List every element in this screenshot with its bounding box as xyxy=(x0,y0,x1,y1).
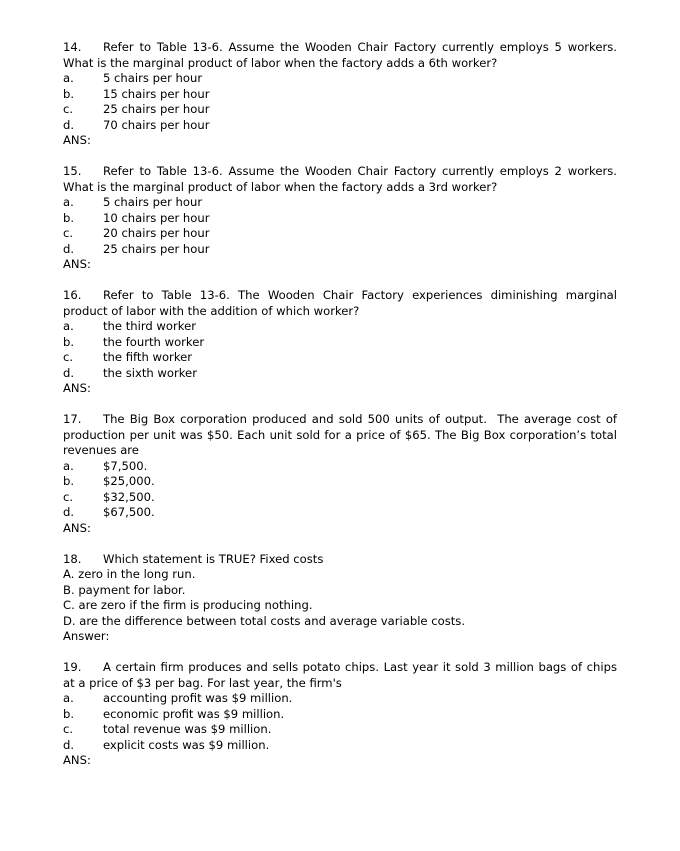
answer-option-letter: d. xyxy=(63,117,75,132)
answer-option-text: 25 chairs per hour xyxy=(103,241,210,256)
question-block xyxy=(63,288,621,397)
question-stem-text: Refer to Table 13-6. Assume the Wooden Chair Factory currently employs 2 workers. What is the marginal product of labor when the factory adds a 3rd worker? xyxy=(63,164,621,194)
answer-label: ANS: xyxy=(63,133,91,147)
question-stem-text: A certain firm produces and sells potato chips. Last year it sold 3 million bags of chips at a price of $3 per bag. For last year, the firm's xyxy=(63,660,621,690)
answer-option-letter: d. xyxy=(63,241,75,256)
answer-option-text: payment for labor. xyxy=(74,582,186,597)
question-stem xyxy=(63,40,621,71)
answer-option-text: zero in the long run. xyxy=(74,567,196,581)
answer-option-letter: b. xyxy=(63,210,75,225)
answer-option[interactable] xyxy=(63,71,617,87)
answer-label: ANS: xyxy=(63,381,91,395)
answer-option-text: 5 chairs per hour xyxy=(103,195,203,209)
answer-option[interactable] xyxy=(63,319,617,335)
answer-option[interactable] xyxy=(63,102,617,118)
answer-option[interactable] xyxy=(63,242,617,258)
answer-option-text: 10 chairs per hour xyxy=(103,210,210,225)
answer-label: ANS: xyxy=(63,520,91,535)
question-block xyxy=(63,660,621,769)
answer-option-letter: a. xyxy=(63,319,74,333)
answer-option[interactable] xyxy=(63,707,617,723)
question-number: 14. xyxy=(63,40,82,54)
question-stem xyxy=(63,288,621,319)
answer-option-letter: b. xyxy=(63,334,75,349)
answer-option-text: $25,000. xyxy=(103,474,155,488)
answer-option[interactable] xyxy=(63,211,617,227)
answer-option-text: 25 chairs per hour xyxy=(103,102,210,116)
answer-option-letter: a. xyxy=(63,195,74,209)
answer-label: Answer: xyxy=(63,629,110,643)
question-number: 16. xyxy=(63,288,82,302)
answer-option-letter: b. xyxy=(63,706,75,721)
answer-option-letter: A. xyxy=(63,567,75,581)
answer-option[interactable] xyxy=(63,614,617,630)
answer-option[interactable] xyxy=(63,195,617,211)
answer-option-text: total revenue was $9 million. xyxy=(103,722,272,736)
question-number: 17. xyxy=(63,412,82,426)
answer-label: ANS: xyxy=(63,753,91,767)
answer-option[interactable] xyxy=(63,226,617,242)
question-stem-text: Refer to Table 13-6. Assume the Wooden Chair Factory currently employs 5 workers. What is the marginal product of labor when the factory adds a 6th worker? xyxy=(63,40,621,70)
answer-option[interactable] xyxy=(63,335,617,351)
question-block xyxy=(63,552,617,645)
answer-option-text: $7,500. xyxy=(103,458,148,473)
question-block xyxy=(63,412,621,536)
answer-option[interactable] xyxy=(63,87,617,103)
answer-option[interactable] xyxy=(63,505,617,521)
question-number: 18. xyxy=(63,551,82,566)
answer-option-letter: d. xyxy=(63,365,75,380)
answer-option-letter: a. xyxy=(63,458,74,473)
answer-option-letter: c. xyxy=(63,102,74,116)
answer-option-letter: d. xyxy=(63,737,75,752)
answer-option-text: $32,500. xyxy=(103,489,155,504)
question-number: 15. xyxy=(63,164,82,178)
answer-option-text: economic profit was $9 million. xyxy=(103,706,285,721)
answer-option[interactable] xyxy=(63,118,617,134)
answer-option-text: 15 chairs per hour xyxy=(103,86,210,101)
answer-option-letter: C. xyxy=(63,598,75,612)
answer-option-letter: a. xyxy=(63,71,74,85)
answer-option-letter: c. xyxy=(63,350,74,364)
answer-option[interactable] xyxy=(63,366,617,382)
question-stem xyxy=(63,164,621,195)
answer-option-text: the sixth worker xyxy=(103,365,197,380)
answer-option-text: 5 chairs per hour xyxy=(103,71,203,85)
answer-option-text: are the difference between total costs and average variable costs. xyxy=(75,613,466,628)
answer-option-letter: B. xyxy=(63,582,75,597)
answer-option-text: the fourth worker xyxy=(103,334,205,349)
answer-option[interactable] xyxy=(63,474,617,490)
answer-option[interactable] xyxy=(63,722,617,738)
question-stem-text: The Big Box corporation produced and sold 500 units of output. The average cost of production per unit was $50. Each unit sold for a price of $65. The Big Box corporation’s total revenues are xyxy=(63,412,621,457)
answer-option[interactable] xyxy=(63,583,617,599)
answer-label: ANS: xyxy=(63,257,91,271)
answer-option-letter: d. xyxy=(63,505,75,519)
question-number: 19. xyxy=(63,660,82,674)
answer-option[interactable] xyxy=(63,459,617,475)
answer-option[interactable] xyxy=(63,738,617,754)
answer-option-text: the third worker xyxy=(103,319,196,333)
question-stem-text: Which statement is TRUE? Fixed costs xyxy=(103,551,324,566)
answer-option[interactable] xyxy=(63,598,617,614)
answer-option-letter: c. xyxy=(63,226,74,240)
answer-option-text: accounting profit was $9 million. xyxy=(103,691,293,705)
answer-option-text: 70 chairs per hour xyxy=(103,117,210,132)
answer-option-letter: b. xyxy=(63,86,75,101)
question-block xyxy=(63,164,621,273)
question-stem-text: Refer to Table 13-6. The Wooden Chair Factory experiences diminishing marginal product of labor with the addition of which worker? xyxy=(63,288,621,318)
question-stem xyxy=(63,660,621,691)
answer-option-letter: c. xyxy=(63,489,74,504)
answer-option[interactable] xyxy=(63,567,617,583)
answer-option-letter: b. xyxy=(63,474,75,488)
question-stem xyxy=(63,412,621,459)
answer-option-text: are zero if the firm is producing nothing. xyxy=(74,598,313,612)
answer-option-letter: D. xyxy=(63,613,76,628)
question-block xyxy=(63,40,621,149)
answer-option[interactable] xyxy=(63,350,617,366)
answer-option-letter: c. xyxy=(63,722,74,736)
answer-option[interactable] xyxy=(63,691,617,707)
question-stem xyxy=(63,552,617,568)
answer-option-letter: a. xyxy=(63,691,74,705)
answer-option-text: $67,500. xyxy=(103,505,155,519)
document-content xyxy=(63,40,621,784)
answer-option[interactable] xyxy=(63,490,617,506)
answer-option-text: the fifth worker xyxy=(103,350,193,364)
answer-option-text: explicit costs was $9 million. xyxy=(103,737,270,752)
answer-option-text: 20 chairs per hour xyxy=(103,226,210,240)
